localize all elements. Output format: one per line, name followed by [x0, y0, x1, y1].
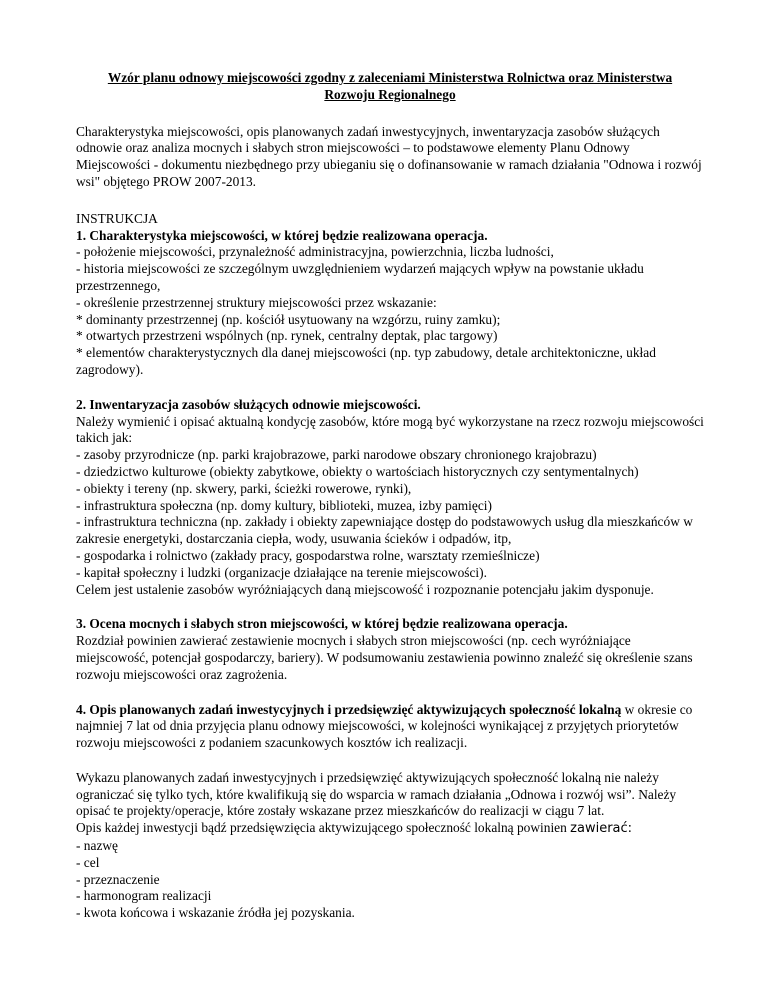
section-1-line: - historia miejscowości ze szczególnym uwzględnieniem wydarzeń mających wpływ na powstanie układu przestrzennego, — [76, 261, 644, 293]
section-2-line: - kapitał społeczny i ludzki (organizacje działające na terenie miejscowości). — [76, 564, 487, 580]
section-1-line: * otwartych przestrzeni wspólnych (np. rynek, centralny deptak, plac targowy) — [76, 328, 498, 344]
opis-main-text: Opis każdej inwestycji bądź przedsięwzięcia aktywizującego społeczność lokalną powinien — [76, 820, 571, 836]
section-4-paragraph — [76, 702, 704, 752]
section-4 — [76, 702, 704, 752]
section-3 — [76, 616, 704, 683]
section-2-line: - gospodarka i rolnictwo (zakłady pracy, gospodarstwa rolne, warsztaty rzemieślnicze) — [76, 547, 540, 563]
section-2-line: - zasoby przyrodnicze (np. parki krajobrazowe, parki narodowe obszary chronionego krajobrazu) — [76, 447, 597, 463]
section-4-heading: 4. Opis planowanych zadań inwestycyjnych i przedsięwzięć aktywizujących społeczność lokalną — [76, 701, 622, 717]
section-2-line: Celem jest ustalenie zasobów wyróżniających daną miejscowość i rozpoznanie potencjału jakim dysponuje. — [76, 581, 654, 597]
section-3-heading: 3. Ocena mocnych i słabych stron miejscowości, w której będzie realizowana operacja. — [76, 616, 568, 632]
section-1-heading: 1. Charakterystyka miejscowości, w której będzie realizowana operacja. — [76, 227, 488, 243]
section-1-line: - określenie przestrzennej struktury miejscowości przez wskazanie: — [76, 294, 437, 310]
section-1-line: - położenie miejscowości, przynależność administracyjna, powierzchnia, liczba ludności, — [76, 244, 554, 260]
opis-line — [76, 820, 704, 838]
section-5-text: Wykazu planowanych zadań inwestycyjnych i przedsięwzięć aktywizujących społeczność lokalną nie należy ograniczać się tylko tych, które kwalifikują się do wsparcia w ramach działania „Odnowa i rozwój wsi”. Należy opisać te projekty/operacje, które zostały wskazane przez mieszkańców do realizacji w ciągu 7 lat. — [76, 769, 677, 819]
opis-item: - cel — [76, 854, 100, 870]
section-2-line: - infrastruktura społeczna (np. domy kultury, biblioteki, muzea, izby pamięci) — [76, 497, 492, 513]
section-2-line: Należy wymienić i opisać aktualną kondycję zasobów, które mogą być wykorzystane na rzecz rozwoju miejscowości takich jak: — [76, 413, 704, 446]
section-1-line: * elementów charakterystycznych dla danej miejscowości (np. typ zabudowy, detale architektoniczne, układ zagrodowy). — [76, 345, 656, 377]
section-1 — [76, 211, 704, 379]
opis-item: - przeznaczenie — [76, 871, 160, 887]
document-title — [76, 70, 704, 104]
section-2-line: - obiekty i tereny (np. skwery, parki, ścieżki rowerowe, rynki), — [76, 480, 412, 496]
opis-item: - kwota końcowa i wskazanie źródła jej pozyskania. — [76, 905, 355, 921]
section-3-text: Rozdział powinien zawierać zestawienie mocnych i słabych stron miejscowości (np. cech wyróżniające miejscowość, potencjał gospodarczy, bariery). W podsumowaniu zestawienia powinno znaleźć się określenie szans rozwoju miejscowości oraz zagrożenia. — [76, 633, 693, 682]
opis-end-text: zawierać: — [570, 821, 633, 837]
section-2-heading: 2. Inwentaryzacja zasobów służących odnowie miejscowości. — [76, 396, 421, 412]
title-line-1: Wzór planu odnowy miejscowości zgodny z zaleceniami Ministerstwa Rolnictwa oraz Ministerstwa — [107, 70, 673, 85]
section-2-line: - infrastruktura techniczna (np. zakłady i obiekty zapewniające dostęp do podstawowych usług dla mieszkańców w zakresie energetyki, dostarczania ciepła, wody, usuwania ścieków i odpadów, itp, — [76, 514, 693, 547]
title-line-2: Rozwoju Regionalnego — [324, 86, 456, 102]
section-5 — [76, 770, 704, 922]
instrukcja-label: INSTRUKCJA — [76, 210, 158, 226]
section-4-text: w okresie co najmniej 7 lat od dnia przyjęcia planu odnowy miejscowości, w kolejności wynikającej z przyjętych priorytetów rozwoju miejscowości z podaniem szacunkowych kosztów ich realizacji. — [76, 701, 693, 751]
section-2 — [76, 397, 704, 599]
opis-item: - nazwę — [76, 838, 119, 854]
opis-item: - harmonogram realizacji — [76, 888, 212, 904]
section-2-line: - dziedzictwo kulturowe (obiekty zabytkowe, obiekty o wartościach historycznych czy sentymentalnych) — [76, 463, 639, 479]
section-1-line: * dominanty przestrzennej (np. kościół usytuowany na wzgórzu, ruiny zamku); — [76, 311, 501, 327]
intro-paragraph: Charakterystyka miejscowości, opis planowanych zadań inwestycyjnych, inwentaryzacja zasobów służących odnowie oraz analiza mocnych i słabych stron miejscowości – to podstawowe elementy Planu Odnowy Miejscowości - dokumentu niezbędnego przy ubieganiu się o dofinansowanie w ramach działania "Odnowa i rozwój wsi" objętego PROW 2007-2013. — [76, 123, 702, 189]
